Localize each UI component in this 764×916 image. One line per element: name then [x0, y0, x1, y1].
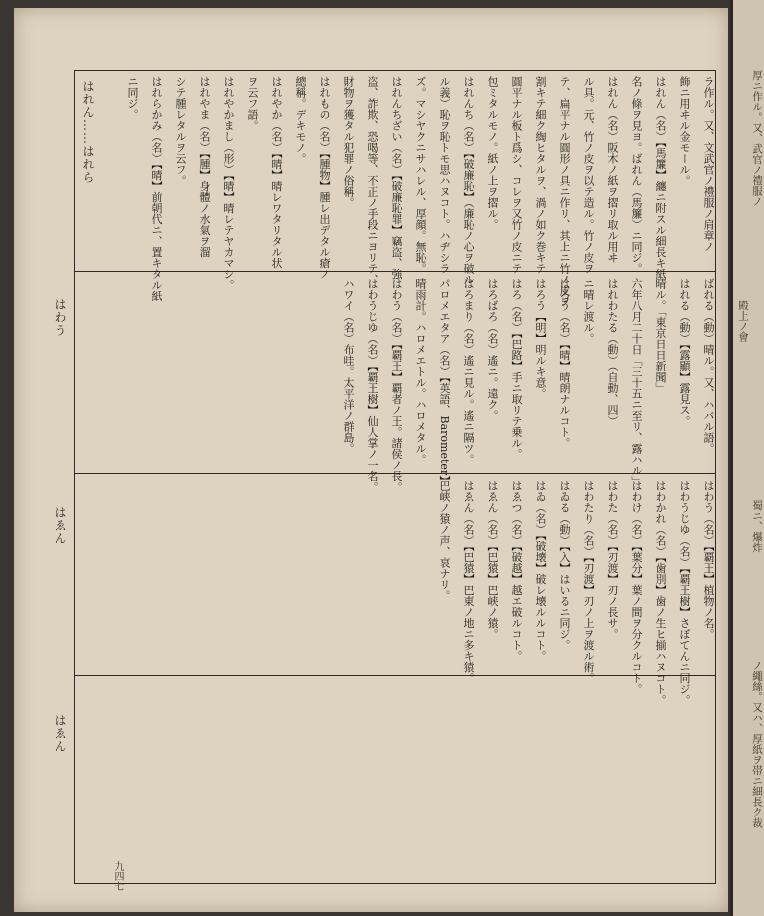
side-index-2: はゑん [53, 506, 67, 545]
band1-line-1: ラ作ル。又、文武官ノ禮服ノ肩章ノ [702, 76, 715, 252]
band1-line-18: 總稱。デキモノ。 [294, 76, 307, 164]
band1-line-10: 包ミタルモノ。紙ノ上ヲ摺ル。 [486, 76, 499, 230]
band3-line-4: はわけ（名）【葉分】葉ノ間ヲ分クルコト。 [630, 480, 643, 695]
band2-line-14: はわう（名）【覇王】覇者ノ王。諸侯ノ長。 [390, 278, 403, 493]
band1-line-21: はれやかまし（形）【晴】晴レテヤカマシ。 [222, 76, 235, 291]
band2-line-13: 晴雨計。ハロメエトル。ハロメタル。 [414, 278, 427, 465]
band2-line-2: はれる（動）【露顯】露見ス。 [678, 278, 691, 427]
band1-line-8: 割キテ細ク綯ヒタルヲ、渦ノ如ク巻キテ [534, 76, 547, 274]
band2-line-6: ニ晴レ渡ル。 [582, 278, 595, 344]
band1-line-23: シテ腫レタルヲ云フ。 [174, 76, 187, 186]
band1-line-13: ズ。マシヤクニサハレル、厚顔。無恥。 [414, 76, 427, 274]
side-index-1: はわう [53, 298, 67, 337]
band2-line-15: はわうじゆ（名）【覇王樹】仙人掌ノ一名。 [366, 278, 379, 493]
band1-line-4: 名ノ條ヲ見ヨ。ばれん（馬簾）ニ同ジ。 [630, 76, 643, 274]
band3-line-8: はゐ（名）【破壊】破レ壊ルルコト。 [534, 480, 547, 662]
band3-line-1: はわう（名）【覇王】植物ノ名。 [702, 480, 715, 640]
band1-line-17: はれもの（名）【腫物】腫レ出デタル瘡ノ [318, 76, 331, 280]
band1-line-2: 飾ニ用ヰル金モール。 [678, 76, 691, 186]
band2-line-1: ばれる（動）晴ル。又、ハバル語。 [702, 278, 715, 454]
band1-line-16: 財物ヲ獲タル犯罪ノ俗稱。 [342, 76, 355, 208]
band3-line-6: はわたり（名）【刃渡】刃ノ上ヲ渡ル術。 [582, 480, 595, 684]
band3-line-10: はゑん（名）【巴猿】巴峡ノ猿。 [486, 480, 499, 640]
band1-line-6: ル具。元、竹ノ皮ヲ以テ造ル。竹ノ皮ヲ [582, 76, 595, 274]
band3-line-9: はゑつ（名）【破越】越エ破ルコト。 [510, 480, 523, 662]
band1-line-14: はれんちざい（名）【破廉恥罪】竊盗、強 [390, 76, 403, 280]
next-page-line-1: 厚ニ作ル。又、武官ノ禮服ノ [751, 70, 763, 207]
range-header: はれん……はれら [81, 80, 95, 184]
band2-line-3: 晴ル。「東京日日新聞」 [654, 278, 667, 394]
band1-line-7: テ、扁平ナル圓形ノ具ニ作リ、其上ニ竹ノ皮ヲ [558, 76, 571, 307]
next-page-line-2: 殿上ノ會 [737, 300, 749, 342]
band1-line-9: 圓平ナル板ト爲シ、コレヲ又竹ノ皮ニテ [510, 76, 523, 274]
band2-line-12: パロメエタア（名）【英語、Barometer】 [438, 278, 451, 487]
band-divider-3 [75, 675, 715, 676]
band1-line-20: ヲ云フ語。 [246, 76, 259, 131]
band3-line-7: はゐる（動）【入】はいるニ同ジ。 [558, 480, 571, 651]
band2-line-5: はれわたる（動）（自動、四） [606, 278, 619, 427]
next-page-line-3: 蜀ニ、爆炸 [751, 500, 763, 553]
band2-line-11: はろまり（名）遙ニ見ル。遙ニ隔ツ。 [462, 278, 475, 465]
dictionary-page [14, 8, 728, 912]
band1-line-11: はれんち（名）【破廉恥】（廉恥ノ心ヲ破ル [462, 76, 475, 285]
page-number: 九四七 [112, 861, 123, 891]
band1-line-5: はれん（名）阪木ノ紙ヲ摺リ取ル用ヰ [606, 76, 619, 263]
band3-line-2: はわうじゆ（名）【覇王樹】さぼてんニ同ジ。 [678, 480, 691, 706]
band2-line-4: 六年八月二十日「三十五ニ至リ、露ハル」 [630, 278, 643, 487]
band2-line-9: はろ（名）【巴路】手ニ取リテ乗ル。 [510, 278, 523, 460]
band1-line-3: はれん（名）【馬簾】纏ニ附スル細長キ紙 [654, 76, 667, 280]
band2-line-16: ハワイ（名）布哇。太平洋ノ群島。 [342, 278, 355, 454]
next-page-line-4: ノ繩絲。又ハ、厚紙ヲ帯ニ細長ク裁 [751, 660, 763, 828]
adjacent-page-edge [730, 0, 764, 916]
band2-line-8: はろう【明】明ルキ意。 [534, 278, 547, 399]
band1-line-22: はれやま（名）【腫】身體ノ水氣ヲ溜 [198, 76, 211, 258]
band2-line-7: はろう（名）【晴】晴朗ナルコト。 [558, 278, 571, 449]
band1-line-12: ル義）恥ヲ恥トモ思ハヌコト。ハヂシラ [438, 76, 451, 274]
side-index-3: はゑん [53, 714, 67, 753]
band1-line-15: 盗、詐欺、恐喝等、不正ノ手段ニヨリテ、 [366, 76, 379, 285]
band3-line-5: はわた（名）【刃渡】刃ノ長サ。 [606, 480, 619, 640]
band1-line-19: はれやか（名）【晴】晴レワタリタル状 [270, 76, 283, 269]
band1-line-24: はれらかみ（名）【晴】前朝代ニ、置キタル紙 [150, 76, 163, 302]
band3-line-12: 巴峡ノ猿ノ声、哀ナリ。 [438, 480, 451, 601]
band2-line-10: はろばろ（名）遙ニ。遠ク。 [486, 278, 499, 421]
band1-line-25: ニ同ジ。 [126, 76, 139, 120]
band3-line-3: はわかれ（名）【歯別】歯ノ生ヒ揃ハヌコト。 [654, 480, 667, 706]
band3-line-11: はゑん（名）【巴猿】巴東ノ地ニ多キ猿。 [462, 480, 475, 684]
